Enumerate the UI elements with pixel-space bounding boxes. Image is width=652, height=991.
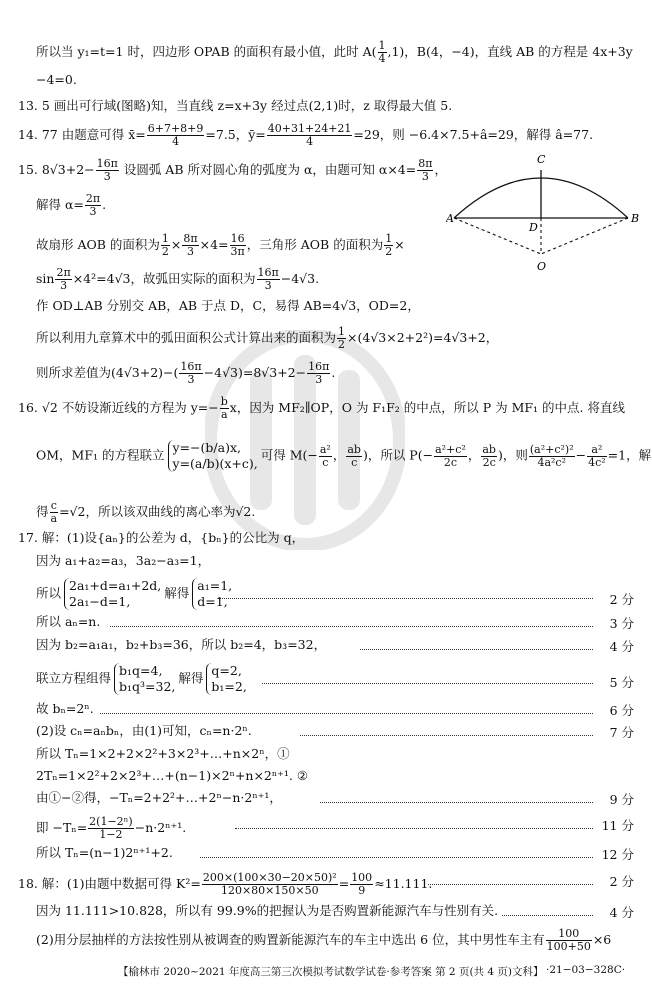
document-code: ·21−03−328C·	[546, 964, 626, 976]
text-line: 由①−②得，−Tₙ=2+2²+…+2ⁿ−n·2ⁿ⁺¹，	[36, 790, 282, 805]
answer-18: 18. 解：(1)由题中数据可得 K²= $\frac{\text{200×(100×30−20×50)²}}{120\times 80\times 150\times 50}$ = $\frac{100}{9}$ ≈11.111.	[18, 871, 433, 897]
answer-15: 15. 8√3+2− $\frac{16\pi}{3}$ 设圆弧 AB 所对圆心角的弧度为 α，由题可知 α×4= $\frac{8\pi}{3}$ ，	[18, 157, 447, 183]
answer-17: 17. 解：(1)设{aₙ}的公差为 d，{bₙ}的公比为 q，	[18, 530, 305, 545]
answer-16: 16. √2 不妨设渐近线的方程为 y=− $\frac{b}{a}$ x，因为 MF₂∥OP，O 为 F₁F₂ 的中点，所以 P 为 MF₁ 的中点. 将直线	[18, 395, 625, 421]
text-line: sin $\frac{2\pi}{3}$ ×4²=4√3，故弧田实际的面积为 $\frac{16\pi}{3}$ −4√3.	[36, 266, 320, 292]
text-line: 因为 11.111>10.828，所以有 99.9%的把握认为是否购置新能源汽车与性别有关.	[36, 903, 499, 918]
score: 11 分	[601, 818, 634, 833]
score: 2 分	[609, 874, 634, 889]
score: 4 分	[609, 639, 634, 654]
text-line: 故扇形 AOB 的面积为 $\frac{1}{2}$ × $\frac{8\pi}{3}$ ×4= $\frac{16}{3\pi}$ ，三角形 AOB 的面积为 $\frac{1}{2}$ ×	[36, 232, 405, 258]
text-line: 因为 a₁+a₂=a₃，3a₂−a₃=1，	[36, 553, 211, 568]
label-D: D	[529, 221, 538, 234]
text-line: (2)用分层抽样的方法按性别从被调查的购置新能源汽车的车主中选出 6 位，其中男性车主有 $\frac{100}{100+50}$ ×6	[36, 927, 612, 953]
text-line: 联立方程组得 b₁q=4, b₁q³=32,解得 q=2, b₁=2,	[36, 663, 247, 694]
text-line: 所以 Tₙ=(n−1)2ⁿ⁺¹+2.	[36, 845, 173, 860]
label-C: C	[537, 153, 546, 166]
text-line: 则所求差值为(4√3+2)−( $\frac{16\pi}{3}$ −4√3)=8√3+2− $\frac{16\pi}{3}$ .	[36, 360, 336, 386]
text-line: OM，MF₁ 的方程联立 y=−(b/a)x, y=(a/b)(x+c),可得 M(− $\frac{\text{a²}}{c}$ ， $\frac{ab}{c}$ )，所以 P(− $\frac{\text{a²+c²}}{2c}$ ， $\frac{ab}{2c}$ )，则 $\frac{\text{(a²+c²)²}}{\text{4a²c²}}$ − $\frac{\text{a²}}{\text{4c²}}$ =1，解	[36, 440, 652, 471]
text-line: 作 OD⊥AB 分别交 AB，AB 于点 D，C，易得 AB=4√3，OD=2，	[36, 298, 420, 313]
text-line: 2Tₙ=1×2²+2×2³+…+(n−1)×2ⁿ+n×2ⁿ⁺¹. ②	[36, 768, 309, 783]
fraction: $\frac{1}{4}$	[378, 39, 386, 65]
label-A: A	[446, 212, 454, 225]
score: 6 分	[609, 703, 634, 718]
text-line: 所以 2a₁+d=a₁+2d, 2a₁−d=1,解得 a₁=1, d=1,	[36, 578, 233, 609]
score: 4 分	[609, 905, 634, 920]
score: 3 分	[609, 616, 634, 631]
score: 7 分	[609, 725, 634, 740]
answer-13: 13. 5 画出可行域(图略)知，当直线 z=x+3y 经过点(2,1)时，z 取得最大值 5.	[18, 98, 453, 113]
label-B: B	[631, 212, 640, 225]
label-O: O	[537, 260, 547, 273]
score: 9 分	[609, 792, 634, 807]
page-footer: 【榆林市 2020~2021 年度高三第三次模拟考试数学试卷·参考答案 第 2 页(共 4 页)文科】	[118, 966, 544, 978]
text-line: 所以 Tₙ=1×2+2×2²+3×2³+…+n×2ⁿ，①	[36, 746, 290, 761]
text-line: 故 bₙ=2ⁿ.	[36, 701, 94, 716]
text-line: 所以 aₙ=n.	[36, 614, 101, 629]
text-line: 解得 α= $\frac{2\pi}{3}$ .	[36, 192, 107, 218]
text-line: (2)设 cₙ=aₙbₙ，由(1)可知，cₙ=n·2ⁿ.	[36, 723, 252, 738]
text-line: 因为 b₂=a₁a₁，b₂+b₃=36，所以 b₂=4，b₃=32，	[36, 637, 327, 652]
arc-diagram	[446, 148, 641, 278]
text-line: 得 $\frac{c}{a}$ =√2，所以该双曲线的离心率为√2.	[36, 499, 256, 525]
answer-14: 14. 77 由题意可得 x̄= $\frac{6+7+8+9}{4}$ =7.5，ȳ= $\frac{40+31+24+21}{4}$ =29，则 −6.4×7.5+â=29，解得 â=77.	[18, 122, 594, 148]
text-line: 所以当 y₁=t=1 时，四边形 OPAB 的面积有最小值，此时 A( $\frac{1}{4}$ ,1)，B(4，−4)，直线 AB 的方程是 4x+3y	[36, 39, 633, 65]
text-line: 所以利用九章算术中的弧田面积公式计算出来的面积为 $\frac{1}{2}$ ×(4√3×2+2²)=4√3+2，	[36, 325, 499, 351]
text-line: 即 −Tₙ= $\frac{\text{2(1−2ⁿ)}}{1-2}$ −n·2ⁿ⁺¹.	[36, 815, 187, 841]
score: 12 分	[601, 847, 634, 862]
score: 5 分	[609, 675, 634, 690]
text-line: −4=0.	[36, 72, 77, 87]
score: 2 分	[609, 592, 634, 607]
